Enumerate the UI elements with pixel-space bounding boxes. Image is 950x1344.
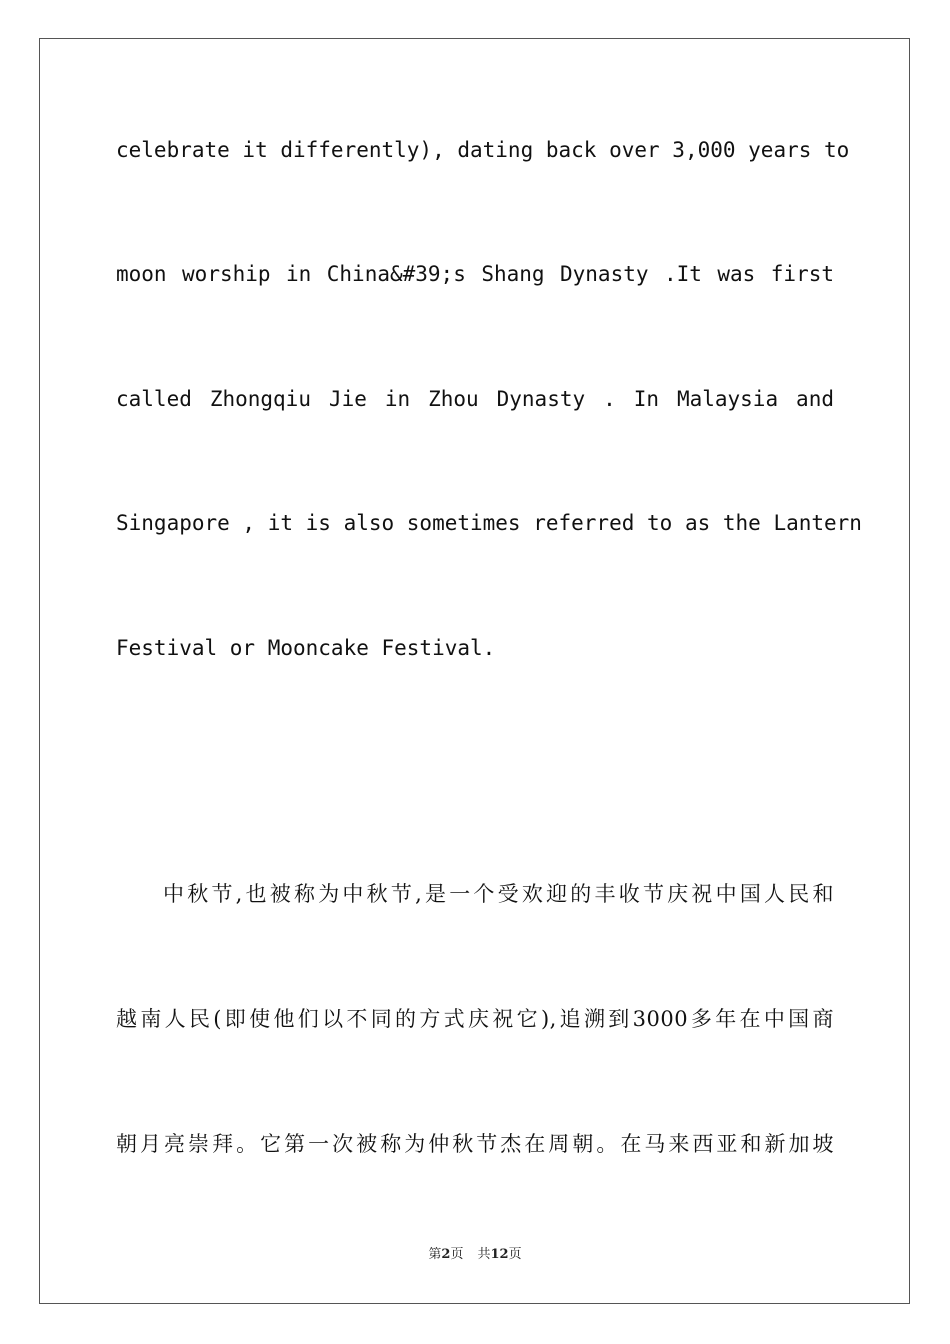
page-border bbox=[39, 38, 910, 1304]
page-prefix: 第 bbox=[428, 1247, 442, 1262]
chinese-text-line: 越南人民(即使他们以不同的方式庆祝它),追溯到3000多年在中国商 bbox=[116, 1007, 834, 1031]
english-text-line: moon worship in China&#39;s Shang Dynasty .It was first bbox=[116, 262, 834, 286]
total-prefix: 共 bbox=[477, 1247, 491, 1262]
english-text-line: Festival or Mooncake Festival. bbox=[116, 636, 496, 660]
page-number: 2 bbox=[441, 1247, 451, 1262]
english-text-line: Singapore , it is also sometimes referred to as the Lantern bbox=[116, 511, 862, 535]
total-suffix: 页 bbox=[508, 1247, 522, 1262]
english-text-line: celebrate it differently), dating back over 3,000 years to bbox=[116, 138, 850, 162]
page-footer bbox=[0, 1248, 950, 1261]
chinese-text-line: 中秋节,也被称为中秋节,是一个受欢迎的丰收节庆祝中国人民和 bbox=[163, 882, 834, 906]
chinese-text-line: 朝月亮崇拜。它第一次被称为仲秋节杰在周朝。在马来西亚和新加坡 bbox=[116, 1132, 834, 1156]
total-pages: 12 bbox=[490, 1247, 509, 1262]
english-text-line: called Zhongqiu Jie in Zhou Dynasty . In Malaysia and bbox=[116, 387, 834, 411]
page-suffix: 页 bbox=[450, 1247, 464, 1262]
